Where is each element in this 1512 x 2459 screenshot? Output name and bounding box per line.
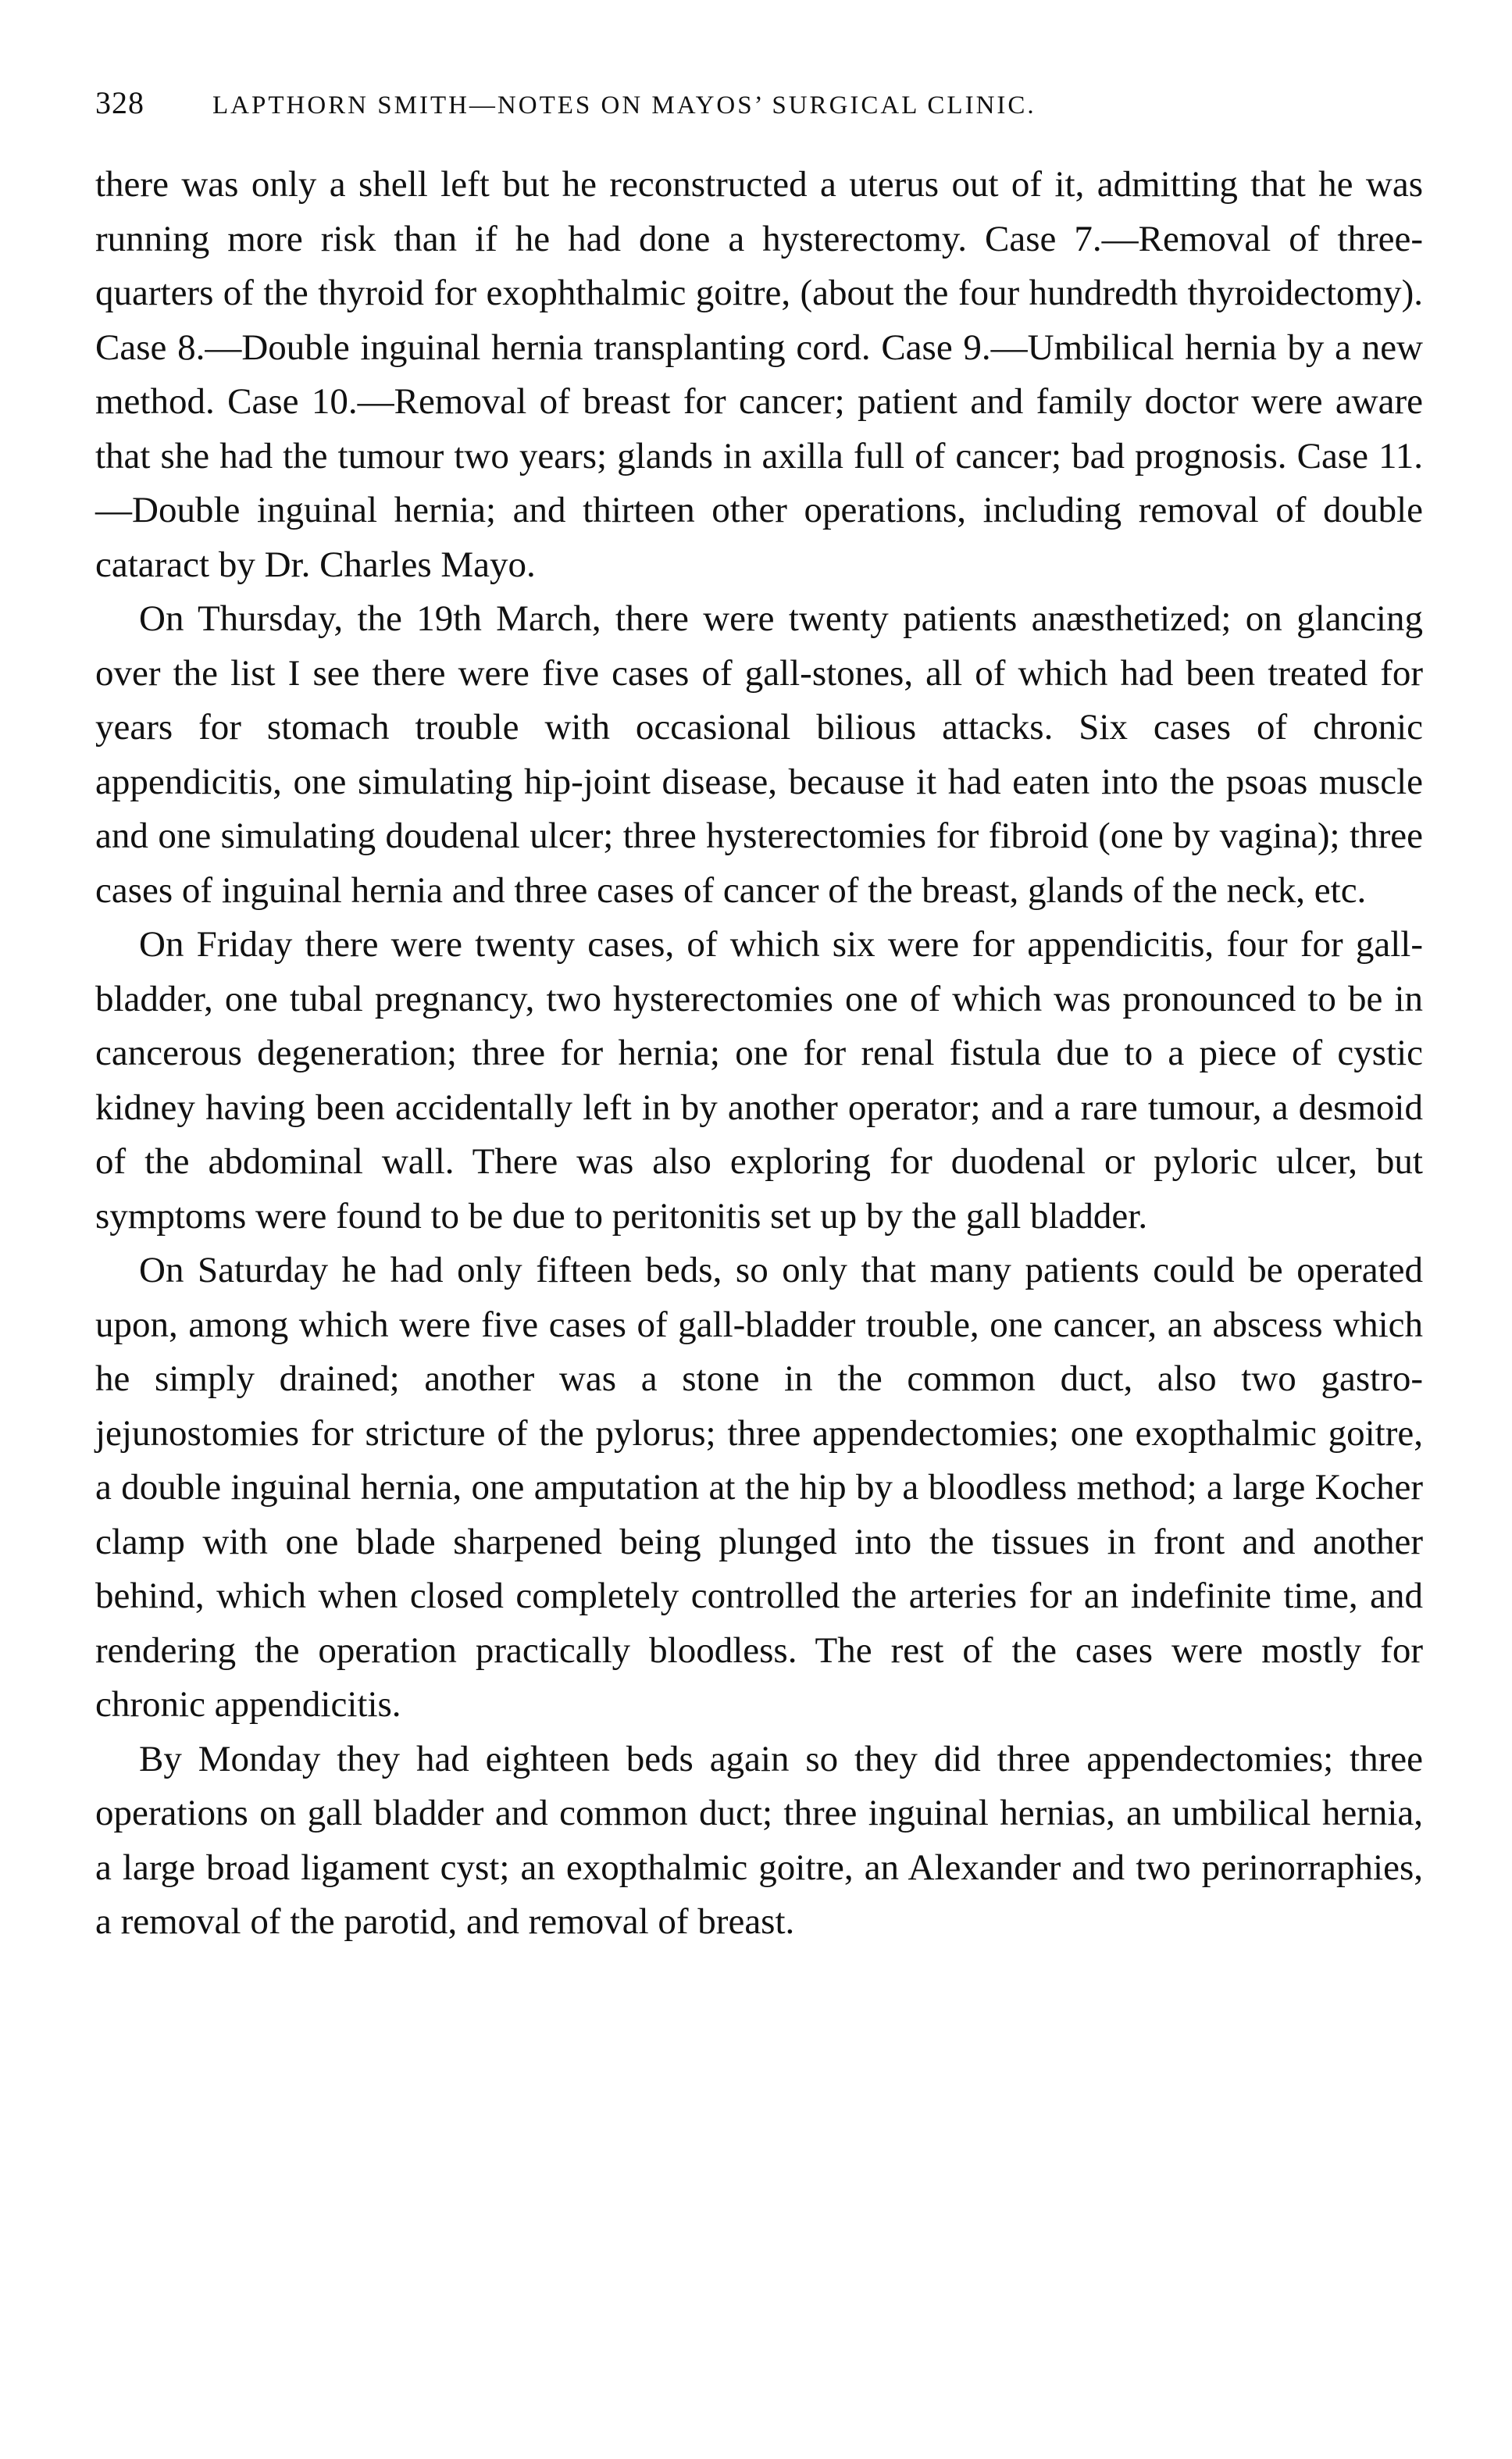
- paragraph-thursday: On Thursday, the 19th March, there were twenty patients anæsthetized; on glancing over the list I see there were five cases of gall-stones, all of which had been treated for years for stomach trouble with occasional bilious attacks. Six cases of chronic appendicitis, one simulating hip-joint disease, because it had eaten into the psoas muscle and one simulating doudenal ulcer; three hysterectomies for fibroid (one by vagina); three cases of inguinal hernia and three cases of cancer of the breast, glands of the neck, etc.: [95, 598, 1423, 911]
- running-head: [95, 84, 1423, 141]
- running-title: LAPTHORN SMITH—NOTES ON MAYOS’ SURGICAL CLINIC.: [212, 91, 1036, 120]
- book-page: [95, 84, 1423, 1950]
- paragraph-continued: there was only a shell left but he reconstructed a uterus out of it, admitting that he was running more risk than if he had done a hysterectomy. Case 7.—Removal of three-quarters of the thyroid for exophthalmic goitre, (about the four hundredth thyroidectomy). Case 8.—Double inguinal hernia transplanting cord. Case 9.—Umbilical hernia by a new method. Case 10.—Removal of breast for cancer; patient and family doctor were aware that she had the tumour two years; glands in axilla full of cancer; bad prognosis. Case 11.—Double inguinal hernia; and thirteen other operations, including removal of double cataract by Dr. Charles Mayo.: [95, 164, 1423, 585]
- paragraph-saturday: On Saturday he had only fifteen beds, so only that many patients could be operated upon, among which were five cases of gall-bladder trouble, one cancer, an abscess which he simply drained; another was a stone in the common duct, also two gastro-jejunostomies for stricture of the pylorus; three appendectomies; one exopthalmic goitre, a double inguinal hernia, one amputation at the hip by a bloodless method; a large Kocher clamp with one blade sharpened being plunged into the tissues in front and another behind, which when closed completely controlled the arteries for an indefinite time, and rendering the operation practically bloodless. The rest of the cases were mostly for chronic appendicitis.: [95, 1250, 1423, 1725]
- body-text: [95, 158, 1423, 1950]
- page-number: 328: [95, 85, 144, 120]
- paragraph-friday: On Friday there were twenty cases, of which six were for appendicitis, four for gall-bladder, one tubal pregnancy, two hysterectomies one of which was pronounced to be in cancerous degeneration; three for hernia; one for renal fistula due to a piece of cystic kidney having been accidentally left in by another operator; and a rare tumour, a desmoid of the abdominal wall. There was also exploring for duodenal or pyloric ulcer, but symptoms were found to be due to peritonitis set up by the gall bladder.: [95, 924, 1423, 1237]
- paragraph-monday: By Monday they had eighteen beds again so they did three appendectomies; three operations on gall bladder and common duct; three inguinal hernias, an umbilical hernia, a large broad ligament cyst; an exopthalmic goitre, an Alexander and two perinorraphies, a removal of the parotid, and removal of breast.: [95, 1738, 1423, 1942]
